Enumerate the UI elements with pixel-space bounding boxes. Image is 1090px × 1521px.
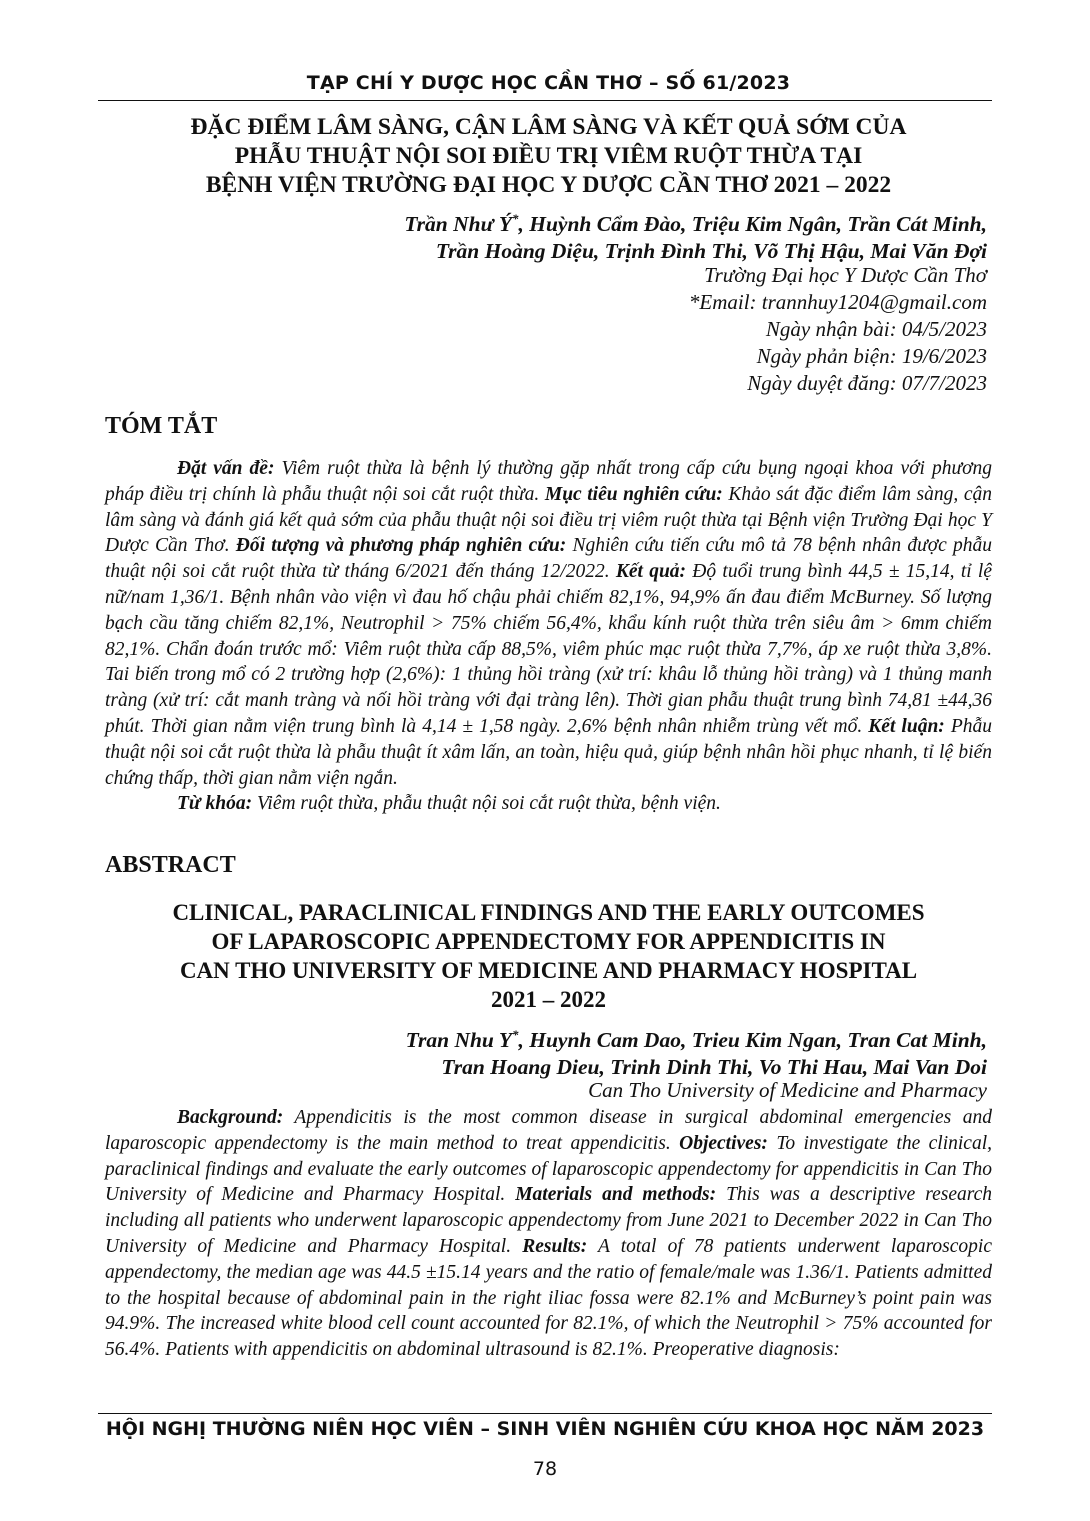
vi-abstract xyxy=(105,456,992,817)
en-obj-text: To investigate the clinical, paraclinical findings and evaluate the early outcomes of laparoscopic appendectomy for appendicitis in Can Tho University of Medicine and Pharmacy Hospital. xyxy=(105,1132,992,1206)
vi-bg-text: Viêm ruột thừa là bệnh lý thường gặp nhất trong cấp cứu bụng ngoại khoa với phương pháp điều trị chính là phẫu thuật nội soi cắt ruột thừa. xyxy=(105,458,992,505)
en-corresponding-author: Tran Nhu Y xyxy=(405,1028,513,1053)
en-authors-line-2: Tran Hoang Dieu, Trinh Dinh Thi, Vo Thi Hau, Mai Van Doi xyxy=(441,1055,987,1080)
vi-keywords xyxy=(105,791,992,817)
en-title-line-4: 2021 – 2022 xyxy=(491,987,606,1012)
vi-results-label: Kết quả: xyxy=(615,561,687,583)
en-authors-line-1 xyxy=(406,1022,987,1054)
vi-section-heading: TÓM TẮT xyxy=(105,413,218,439)
vi-abstract-paragraph xyxy=(105,456,992,791)
header-rule xyxy=(98,100,992,101)
vi-title-line-3: BỆNH VIỆN TRƯỜNG ĐẠI HỌC Y DƯỢC CẦN THƠ 2021 – 2022 xyxy=(205,172,892,198)
vi-results-text: Độ tuổi trung bình 44,5 ± 15,14, tỉ lệ nữ/nam 1,36/1. Bệnh nhân vào viện vì đau hố chậu phải chiếm 82,1%, 94,9% ấn đau điểm McBurney. Số lượng bạch cầu tăng chiếm 82,1%, Neutrophil > 75% chiếm 56,4%, khẩu kính ruột thừa trên siêu âm > 6mm chiếm 82,1%. Chẩn đoán trước mổ: Viêm ruột thừa cấp 88,5%, viêm phúc mạc ruột thừa 7,7%, áp xe ruột thừa 3,8%. Tai biến trong mổ có 2 trường hợp (2,6%): 1 thủng hồi tràng (xử trí: khâu lỗ thủng hồi tràng) và 1 thủng manh tràng (xử trí: cắt manh tràng và nối hồi tràng với đại tràng lên). Thời gian phẫu thuật trung bình 74,81 ±44,36 phút. Thời gian nằm viện trung bình là 4,14 ± 1,58 ngày. 2,6% bệnh nhân nhiễm trùng vết mổ. xyxy=(105,561,992,737)
en-corresponding-mark: * xyxy=(512,1028,519,1042)
en-results-label: Results: xyxy=(522,1235,588,1257)
vi-metadata xyxy=(689,262,987,397)
vi-authors-line-2: Trần Hoàng Diệu, Trịnh Đình Thi, Võ Thị Hậu, Mai Văn Đợi xyxy=(435,239,987,264)
en-obj-label: Objectives: xyxy=(679,1132,768,1154)
page-number: 78 xyxy=(532,1458,558,1480)
vi-methods-text: Nghiên cứu tiến cứu mô tả 78 bệnh nhân được phẫu thuật nội soi cắt ruột thừa từ tháng 6/2021 đến tháng 12/2022. xyxy=(105,535,993,583)
en-authors xyxy=(406,1022,987,1081)
email: *Email: trannhuy1204@gmail.com xyxy=(688,290,987,314)
vietnamese-title xyxy=(105,113,992,200)
vi-title-line-2: PHẪU THUẬT NỘI SOI ĐIỀU TRỊ VIÊM RUỘT THỪA TẠI xyxy=(234,143,863,169)
vi-authors xyxy=(404,206,987,265)
vi-corresponding-author: Trần Như Ý xyxy=(404,212,513,237)
journal-header: TẠP CHÍ Y DƯỢC HỌC CẦN THƠ – SỐ 61/2023 xyxy=(306,72,791,94)
vi-title-line-1: ĐẶC ĐIỂM LÂM SÀNG, CẬN LÂM SÀNG VÀ KẾT QUẢ SỚM CỦA xyxy=(190,114,907,140)
date-reviewed: Ngày phản biện: 19/6/2023 xyxy=(756,344,987,368)
date-received: Ngày nhận bài: 04/5/2023 xyxy=(765,317,987,341)
vi-obj-label: Mục tiêu nghiên cứu: xyxy=(544,483,723,505)
vi-keywords-text: Viêm ruột thừa, phẫu thuật nội soi cắt ruột thừa, bệnh viện. xyxy=(252,793,721,815)
vi-affiliation: Trường Đại học Y Dược Cần Thơ xyxy=(704,263,987,287)
conference-footer: HỘI NGHỊ THƯỜNG NIÊN HỌC VIÊN – SINH VIÊN NGHIÊN CỨU KHOA HỌC NĂM 2023 xyxy=(105,1418,985,1440)
en-authors-rest: , Huynh Cam Dao, Trieu Kim Ngan, Tran Cat Minh, xyxy=(518,1028,987,1053)
en-bg-text: Appendicitis is the most common disease in surgical abdominal emergencies and laparoscopic appendectomy is the main method to treat appendicitis. xyxy=(105,1107,992,1154)
en-abstract xyxy=(105,1105,992,1363)
en-bg-label: Background: xyxy=(177,1107,284,1128)
en-methods-text: This was a descriptive research including all patients who underwent laparoscopic appendectomy from June 2021 to December 2022 in Can Tho University of Medicine and Pharmacy Hospital. xyxy=(105,1184,993,1257)
en-affiliation: Can Tho University of Medicine and Pharmacy xyxy=(588,1078,987,1102)
vi-corresponding-mark: * xyxy=(512,212,519,226)
vi-conclusion-label: Kết luận: xyxy=(868,715,945,737)
vi-keywords-label: Từ khóa: xyxy=(177,793,253,815)
en-title-line-3: CAN THO UNIVERSITY OF MEDICINE AND PHARMACY HOSPITAL xyxy=(179,958,918,983)
vi-bg-label: Đặt vấn đề: xyxy=(177,458,275,479)
en-abstract-paragraph xyxy=(105,1105,992,1363)
vi-conclusion-text: Phẫu thuật nội soi cắt ruột thừa là phẫu thuật ít xâm lấn, an toàn, hiệu quả, giúp bệnh nhân hồi phục nhanh, tỉ lệ biến chứng thấp, thời gian nằm viện ngắn. xyxy=(105,715,992,789)
en-title-line-1: CLINICAL, PARACLINICAL FINDINGS AND THE EARLY OUTCOMES xyxy=(172,900,925,925)
vi-authors-rest: , Huỳnh Cẩm Đào, Triệu Kim Ngân, Trần Cát Minh, xyxy=(518,212,987,237)
en-results-text: A total of 78 patients underwent laparoscopic appendectomy, the median age was 44.5 ±15.14 years and the ratio of female/male was 1.36/1. Patients admitted to the hospital because of abdominal pain in the right iliac fossa were 82.1% and McBurney’s point pain was 94.9%. The increased white blood cell count accounted for 82.1%, of which the Neutrophil > 75% accounted for 56.4%. Patients with appendicitis on abdominal ultrasound is 82.1%. Preoperative diagnosis: xyxy=(105,1235,992,1361)
en-section-heading: ABSTRACT xyxy=(105,852,236,878)
vi-authors-line-1 xyxy=(404,206,987,238)
vi-methods-label: Đối tượng và phương pháp nghiên cứu: xyxy=(235,535,567,557)
en-title-line-2: OF LAPAROSCOPIC APPENDECTOMY FOR APPENDICITIS IN xyxy=(211,929,886,954)
footer-rule xyxy=(98,1413,992,1414)
english-title xyxy=(105,898,992,1014)
date-accepted: Ngày duyệt đăng: 07/7/2023 xyxy=(747,371,987,395)
en-methods-label: Materials and methods: xyxy=(515,1184,717,1206)
vi-obj-text: Khảo sát đặc điểm lâm sàng, cận lâm sàng và đánh giá kết quả sớm của phẫu thuật nội soi điều trị viêm ruột thừa tại Bệnh viện Trường Đại học Y Dược Cần Thơ. xyxy=(105,483,992,557)
